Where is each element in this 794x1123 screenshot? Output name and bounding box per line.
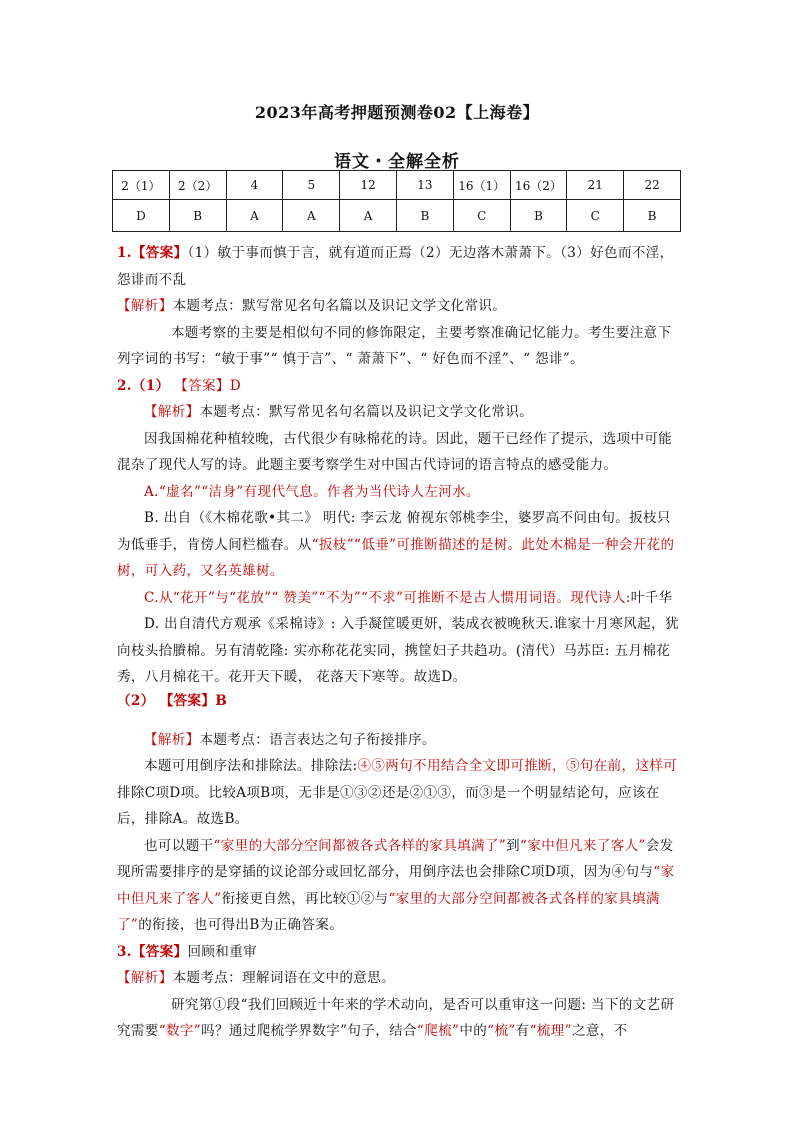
q3-paragraph <box>117 992 681 1045</box>
q1-note: 本题考察的主要是相似句不同的修饰限定，主要考察准确记忆能力。考生要注意下列字词的书写：“敏于事”“ 慎于言”、“ 萧萧下”、“ 好色而不淫”、“ 怨诽”。 <box>117 324 672 367</box>
answer-cell: A <box>283 200 340 232</box>
answer-cell: B <box>510 200 567 232</box>
q2-2-answer-text: B <box>215 692 228 709</box>
text-span: 到 <box>506 837 521 854</box>
text-span: 的衔接，也可得出B为正确答案。 <box>138 917 344 933</box>
text-span: 也可以题干 <box>144 837 214 854</box>
text-span: 之意，不 <box>571 1023 628 1039</box>
question-cell: 2（2） <box>169 171 226 200</box>
text-span: 吗？通过爬梳学界数字”句子，结合 <box>201 1023 417 1039</box>
solutions-body <box>117 240 681 1045</box>
q2-1-analysis <box>117 399 681 426</box>
q2-1-option-a: A.“虚名”“洁身”有现代气息。作者为当代诗人左河水。 <box>144 483 480 500</box>
option-b-text: B. 出自（《木棉花歌•其二》 明代: 李云龙 俯视东邻桃李尘，婆罗高不问由旬。扳枝只为低垂手，肯傍人间栏槛春。从 <box>117 510 671 553</box>
analysis-label: 【解析】 <box>144 731 200 748</box>
q1-answer <box>117 240 681 293</box>
question-cell: 12 <box>340 171 397 200</box>
analysis-label: 【解析】 <box>117 298 173 314</box>
highlight-span: “爬梳” <box>416 1023 460 1039</box>
answer-label: 【答案】 <box>159 692 216 709</box>
document-subtitle: 语文・全解全析 <box>334 152 460 172</box>
answer-cell: D <box>113 200 170 232</box>
answer-label: 【答案】 <box>174 377 230 394</box>
q3-answer <box>117 939 681 966</box>
q2-1-option-d: D. 出自清代方观承《采棉诗》: 入手凝筐暖更妍，装成衣被晚秋天.谁家十月寒风起，犹向枝头拾賸棉。另有清乾隆: 实亦称花花实同，携筐妇子共趋功。(清代）马苏臣: 五月棉花秀，八月棉花干。花开天下暖， 花落天下寒等。故选D。 <box>117 616 679 685</box>
q2-1-analysis-text: 本题考点：默写常见名句名篇以及识记文学文化常识。 <box>199 404 534 420</box>
q1-analysis <box>117 293 681 320</box>
text-span: 衔接更自然，再比较①②与 <box>221 890 389 907</box>
question-cell: 5 <box>283 171 340 200</box>
q2-1-option-c <box>117 585 681 612</box>
q2-1-answer-text: D <box>229 377 242 394</box>
q3-analysis <box>117 965 681 992</box>
answer-cell: B <box>396 200 453 232</box>
q2-1-paragraph: 因我国棉花种植较晚，古代很少有咏棉花的诗。因此，题干已经作了提示，选项中可能混杂了现代人写的诗。此题主要考察学生对中国古代诗词的语言特点的感受能力。 <box>117 430 673 473</box>
q2-2-paragraph-1 <box>117 753 681 833</box>
highlight-span: “梳” <box>487 1023 516 1039</box>
spacer <box>117 711 681 727</box>
q1-answer-text: （1）敏于事而慎于言，就有道而正焉（2）无边落木萧萧下。（3）好色而不淫，怨诽而不乱 <box>117 245 674 288</box>
highlight-span: “家里的大部分空间都被各式各样的家具填满了” <box>117 890 660 933</box>
q3-number: 3.【答案】 <box>117 943 188 960</box>
q2-2-analysis <box>117 727 681 754</box>
highlight-span: ④⑤两句不用结合全文即可推断，⑤句在前，这样可 <box>357 758 678 774</box>
q2-2-paragraph-2 <box>117 833 681 939</box>
answer-cell: B <box>169 200 226 232</box>
q2-2-number: （2） <box>117 692 155 709</box>
q2-1-answer <box>117 373 681 400</box>
answer-table-question-row <box>113 171 681 200</box>
q1-number: 1.【答案】 <box>117 245 188 261</box>
highlight-span: “家中但凡来了客人” <box>520 837 646 854</box>
q2-2-analysis-text: 本题考点：语言表达之句子衔接排序。 <box>199 731 436 748</box>
question-cell: 16（1） <box>453 171 510 200</box>
question-cell: 21 <box>567 171 624 200</box>
option-c-highlight: C.从“花开”与“花放”“ 赞美”“不为”“不求”可推断不是古人惯用词语。现代诗人: <box>144 589 631 606</box>
highlight-span: “梳理” <box>529 1023 572 1039</box>
question-cell: 4 <box>226 171 283 200</box>
highlight-span: “数字” <box>158 1023 202 1039</box>
document-title: 2023年高考押题预测卷02【上海卷】 <box>254 103 540 122</box>
analysis-label: 【解析】 <box>144 404 200 420</box>
text-span: 会发现所需要排序的是穿插的议论部分或回忆部分，用倒序法也会排除C项D项，因为④句与 <box>117 837 674 880</box>
highlight-span: “家中但凡来了客人” <box>117 864 675 907</box>
answer-table <box>112 170 681 232</box>
answer-cell: A <box>340 200 397 232</box>
highlight-span: “家里的大部分空间都被各式各样的家具填满了” <box>213 837 507 854</box>
analysis-label: 【解析】 <box>117 970 173 986</box>
question-cell: 2（1） <box>113 171 170 200</box>
text-span: 中的 <box>459 1023 488 1039</box>
q2-1-option-b <box>117 505 681 585</box>
answer-table-answer-row <box>113 200 681 232</box>
q1-analysis-text: 本题考点：默写常见名句名篇以及识记文学文化常识。 <box>172 298 507 314</box>
question-cell: 22 <box>624 171 681 200</box>
text-span: 排除C项D项。比较A项B项，无非是①③②还是②①③，而③是一个明显结论句，应该在后，排除A。故选B。 <box>117 784 660 827</box>
q3-answer-text: 回顾和重审 <box>187 943 257 960</box>
q3-analysis-text: 本题考点：理解词语在文中的意思。 <box>172 970 396 986</box>
question-cell: 13 <box>396 171 453 200</box>
answer-cell: C <box>453 200 510 232</box>
q2-1-number: 2.（1） <box>117 377 170 394</box>
answer-cell: B <box>624 200 681 232</box>
question-cell: 16（2） <box>510 171 567 200</box>
answer-cell: A <box>226 200 283 232</box>
text-span: 本题可用倒序法和排除法。排除法: <box>144 758 358 774</box>
option-b-highlight: “扳枝”“低垂”可推断描述的是树。此处木棉是一种会开花的树，可入药，又名英雄树。 <box>117 536 675 579</box>
option-c-text: 叶千华 <box>630 589 673 606</box>
answer-cell: C <box>567 200 624 232</box>
text-span: 研究第①段“我们回顾近十年来的学术动向，是否可以重审这一问题: 当下的文艺研究需要 <box>117 996 675 1039</box>
q2-2-answer <box>117 691 681 711</box>
text-span: 有 <box>515 1023 530 1039</box>
